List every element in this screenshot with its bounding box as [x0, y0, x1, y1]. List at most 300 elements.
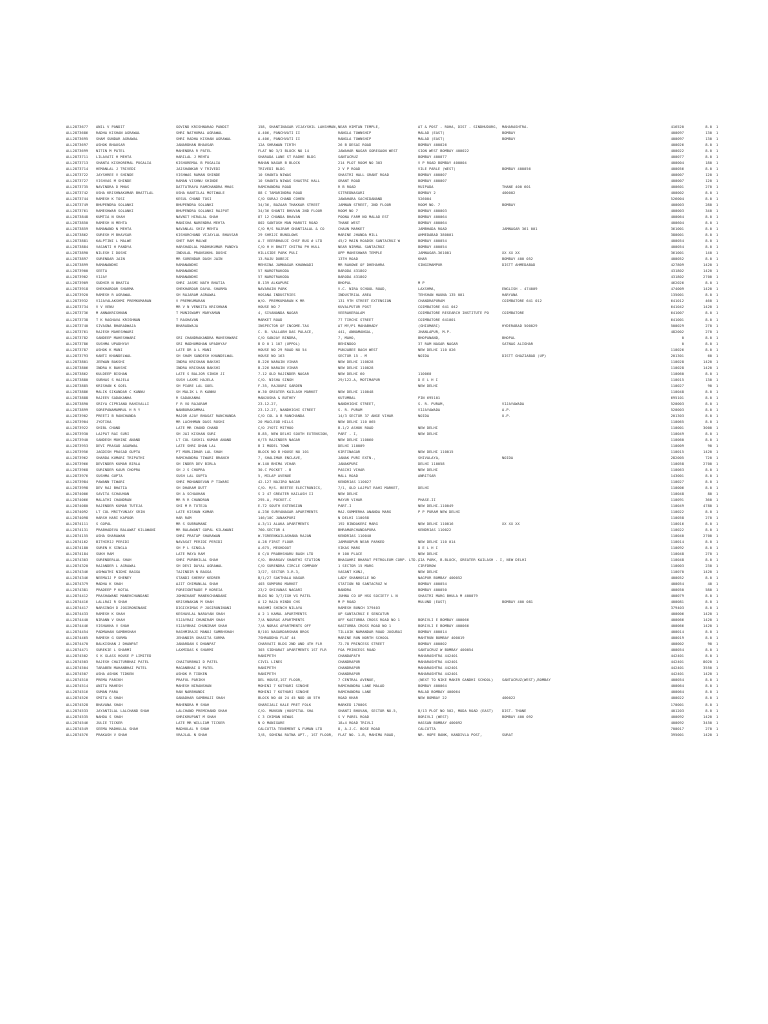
holder-name: ASHWATHI NIDHI BAGGA [96, 570, 141, 575]
amount: 8.0 [705, 684, 712, 689]
address-line-3: AT & POST - ROHA, DIST - SINDHUDURG, [418, 125, 498, 129]
pin-code: 400022 [670, 149, 684, 154]
flag: 1 [716, 173, 719, 178]
address-line-1: A-28 FIRST FLOOR [258, 540, 294, 545]
address-line-4: COIMBATORE 641 012 [502, 299, 542, 304]
address-line-1: DEL HOUSE,1ST FLOOR, [258, 678, 303, 683]
address-line-2: 29/122-A, MOTIMAPUR [338, 377, 381, 382]
address-line-2: FLAT NO. 1-B, MAHIMA ROAD, [338, 732, 396, 737]
address-line-3: BOMBAY 400014 [418, 630, 447, 635]
flag: 1 [716, 419, 719, 424]
amount: 90 [707, 443, 712, 448]
pin-code: 400064 [670, 215, 684, 220]
flag: 1 [716, 516, 719, 521]
amount: 1420 [703, 618, 712, 623]
father-name: SH INDER DEV BIRLA [176, 461, 216, 466]
holder-name: JULIE TICKER [96, 720, 123, 725]
father-name: LATE SHRI DHAN LAL [176, 443, 216, 448]
amount: 130 [705, 377, 712, 382]
address-line-1: 23/2 SHIVANAS NAGARI [258, 588, 303, 593]
amount: 180 [705, 161, 712, 166]
amount: 8.0 [705, 257, 712, 262]
address-line-4: DIST- THANE [502, 708, 527, 713]
folio-number: ALL2873749 [66, 203, 89, 208]
flag: 1 [716, 612, 719, 617]
flag: 1 [716, 522, 719, 527]
address-line-4: SURAT [502, 732, 514, 737]
address-line-4: MAHARASHTRA. [502, 125, 529, 129]
holder-name: T K RAGHAVA KRISHNAN [96, 317, 141, 322]
pin-code: 201301 [670, 353, 684, 358]
pin-code: 400052 [670, 257, 684, 262]
father-name: STANDI SHERRY KEDRER [176, 576, 221, 581]
holder-name: NEEMAIJ P SHENEY [96, 576, 132, 581]
address-line-1: 34/36, BAZAAR THAKKAR STREET [258, 203, 320, 208]
amount: 40 [707, 582, 712, 587]
folio-number: ALL2873904 [66, 419, 89, 424]
pin-code: 110028 [670, 359, 684, 364]
amount: 8.0 [705, 317, 712, 322]
address-line-2: 441, ANNAMANGAL, [338, 329, 374, 334]
pin-code: 400003 [670, 203, 684, 208]
address-line-1: 760-SECTOR 4 [258, 528, 285, 533]
address-line-1: 7/A NOURAS APARTMENTS [258, 618, 305, 623]
flag: 1 [716, 215, 719, 220]
flag: 1 [716, 485, 719, 490]
folio-number: ALL2874454 [66, 630, 89, 635]
folio-number: ALL2873848 [66, 215, 89, 220]
holder-name: JAYSHREE V SHINDE [96, 173, 134, 178]
address-line-1: 10 SHANTA NIWAS SHASTRI HALL [258, 179, 320, 184]
pin-code: 110027 [670, 479, 684, 484]
address-line-2: NEW DELHI 110028 [338, 359, 374, 364]
flag: 1 [716, 257, 719, 262]
amount: 3450 [703, 720, 712, 725]
amount: 8.0 [705, 221, 712, 226]
amount: 270 [705, 185, 712, 190]
address-line-3: NEW DELHI [418, 467, 438, 472]
flag: 1 [716, 143, 719, 148]
amount: 2700 [703, 534, 712, 539]
flag: 1 [716, 618, 719, 623]
pin-code: 110048 [670, 389, 684, 394]
folio-number: ALL2874507 [66, 672, 89, 677]
folio-number: ALL2873695 [66, 137, 89, 142]
pin-code: 431802 [670, 275, 684, 280]
flag: 1 [716, 389, 719, 394]
holder-name: ASHA SHARAWAN [96, 534, 125, 539]
pin-code: 400077 [670, 155, 684, 160]
flag: 1 [716, 407, 719, 412]
father-name: NANBORAKAMMAL [176, 407, 205, 412]
address-line-2: CHAUN MARKET [338, 227, 365, 232]
flag: 1 [716, 233, 719, 238]
father-name: RAMAN VISHNU SHINDE [176, 179, 219, 184]
father-name: LT COL SUSHIL KUMAR ANAND [176, 437, 232, 442]
holder-name: RAMANANDHI [96, 263, 119, 268]
father-name: MAHESH NIRANSHAN [176, 684, 212, 689]
holder-name: PRABHADEVA BALAWAT KILAWANI [96, 528, 156, 533]
flag: 1 [716, 510, 719, 514]
address-line-1: 20 MACLEOD HILLS [258, 419, 294, 424]
address-line-2: PUNJABEE BAGH WEST [338, 347, 378, 352]
address-line-2: S. R. PURAM [338, 407, 363, 412]
father-name: SHET RAM MALWE [176, 239, 207, 244]
address-line-2: 45/2 MAIN ROADSK SANTACRUZ W [338, 239, 400, 244]
holder-name: KRISHAN K GOEL [96, 383, 127, 388]
address-line-2: JANAKPURI [338, 461, 358, 466]
father-name: KISHORCHAND VIJAYLAL BHAVSAR [176, 233, 238, 238]
address-line-2: BHRAMARCHANDAPURA [338, 528, 376, 533]
father-name: GOVIND KRISHNARAO PANDIT [176, 125, 230, 129]
address-line-2: UP SANTACRUZ E SENCATUR [338, 612, 389, 617]
address-line-3: NEW DELHI 110 026 [418, 347, 456, 352]
flag: 1 [716, 624, 719, 629]
address-line-3: COIMBATORE RESEARCH INSTITUTE PO [418, 311, 489, 316]
father-name: MR R R CHANDRAN [176, 497, 210, 502]
folio-number: ALL2874549 [66, 726, 89, 731]
father-name: R SADAKANHA [176, 395, 201, 400]
holder-name: RAJANDER L AGRAWAL [96, 564, 136, 569]
holder-name: VIJAYALAKSHMI PREMKUMARAN [96, 299, 152, 304]
pin-code: 641001 [670, 317, 684, 322]
address-line-2: JAMRUDPUR NEAR PARKED [338, 540, 385, 545]
address-line-1: B-226 NARAIN VIHAR [258, 365, 298, 370]
flag: 1 [716, 491, 719, 496]
address-line-1: A-236 SURYANAGAR APARTMENTS [258, 510, 318, 514]
pin-code: 520003 [670, 401, 684, 406]
folio-number: ALL2873899 [66, 263, 89, 268]
flag: 1 [716, 654, 719, 659]
address-line-2: RAMCHANDRA LANE MALAD [338, 684, 385, 689]
address-line-3: KHAR [418, 257, 427, 262]
address-line-3: MAHARASHTRA 442401 [418, 666, 458, 671]
address-line-2: 14/3 SECTOR 37 ANGE VIHAR [338, 413, 394, 418]
address-line-2: BHOPAL [338, 281, 352, 286]
address-line-1: RASHMI SHINCH NILAYA [258, 606, 303, 611]
address-line-3: JAMNAGAR-361001 [418, 251, 452, 256]
address-line-3: NEW DELHI 110015 [418, 449, 454, 454]
folio-number: ALL2874006 [66, 491, 89, 496]
folio-number: ALL2874516 [66, 690, 89, 695]
flag: 1 [716, 437, 719, 442]
pin-code: 143001 [670, 473, 684, 478]
address-line-1: RANIPETH [258, 666, 276, 671]
address-line-3: NEW DELHI [418, 570, 438, 575]
holder-name: TARABEN MAHANBHAI PATEL [96, 666, 147, 671]
father-name: MAJOR AJAY BHAGAT RANCHANDA [176, 413, 236, 418]
flag: 1 [716, 425, 719, 430]
pin-code: 110027 [670, 383, 684, 388]
pin-code: 170001 [670, 702, 684, 707]
address-line-2: 131 9TH STREET EXTENSION [338, 299, 392, 304]
flag: 1 [716, 540, 719, 545]
address-line-3: NEW DELHI-110049 [418, 503, 454, 508]
pin-code: 282005 [670, 455, 684, 460]
folio-number: ALL2873909 [66, 281, 89, 286]
folio-number: ALL2874471 [66, 648, 89, 653]
holder-name: PADMAHAN SAMBHSHAH [96, 630, 136, 635]
address-line-1: 87 12 CHANDA BHAVAN [258, 215, 301, 220]
amount: 8.0 [705, 606, 712, 611]
pin-code: 400002 [670, 642, 684, 647]
amount: 8.0 [705, 546, 712, 551]
amount: 3000 [703, 425, 712, 430]
address-line-1: C/O SURENDRA CIRCLE COMPANY [258, 564, 318, 569]
amount: 360 [705, 497, 712, 502]
address-line-4: DISTT AHMEDABAD [502, 263, 536, 268]
father-name: KESUL CHAND TOSI [176, 197, 212, 202]
amount: 8.0 [705, 708, 712, 713]
folio-number: ALL2873976 [66, 473, 89, 478]
pin-code: 110001 [670, 425, 684, 430]
flag: 1 [716, 299, 719, 304]
flag: 1 [716, 353, 719, 358]
folio-number: ALL2873899 [66, 407, 89, 412]
holder-name: ASHOK K MANI [96, 347, 123, 352]
address-line-1: 5, MILAP AVENUE [258, 473, 292, 478]
address-line-2: OPP MAHESHWAR TEMPLE [338, 251, 383, 256]
amount: 8.0 [705, 594, 712, 599]
address-line-4: BOMBAY 400 092 [502, 714, 533, 719]
father-name: MR SURENDAR DASH JAIN [176, 257, 223, 262]
amount: 8.0 [705, 479, 712, 484]
address-line-1: MARKET ROAD [258, 317, 283, 322]
folio-number: ALL2873962 [66, 455, 89, 460]
address-line-1: A-7 VEERBHAUJI CHSF BUG # LTD [258, 239, 323, 244]
address-line-3: KENDRIAS 110022 [418, 528, 452, 533]
address-line-3: VIJAYAWADA [418, 407, 441, 412]
address-line-1: BLOCK NO B HOUSE NO 101 [258, 449, 309, 454]
father-name: SH DHARAM DUTT [176, 485, 207, 490]
father-name: PT MURLIDHAR LAL SHAH [176, 449, 223, 454]
folio-number: ALL2874528 [66, 702, 89, 707]
father-name: RAMANANDHI [176, 275, 199, 280]
pin-code: 400066 [670, 624, 684, 629]
pin-code: 641042 [670, 305, 684, 310]
flag: 1 [716, 335, 719, 340]
flag: 1 [716, 497, 719, 502]
amount: 1420 [703, 570, 712, 575]
amount: 460 [705, 299, 712, 304]
address-line-1: 158, SHANTINAGAR VIJAYSHIL LAKSHMAN, [258, 125, 338, 129]
amount: 8.0 [705, 522, 712, 527]
address-line-2: 18+4 ROAD TRIVLI [338, 720, 374, 725]
amount: 8.0 [705, 311, 712, 316]
amount: 1420 [703, 449, 712, 454]
folio-number: ALL2873734 [66, 305, 89, 310]
address-line-1: C/O. NISHA SINGH [258, 377, 294, 382]
pin-code: 400064 [670, 690, 684, 695]
pin-code: 110060 [670, 437, 684, 442]
address-line-3: NAGPUR BOMBAY 400052 [418, 576, 463, 581]
flag: 1 [716, 185, 719, 190]
address-line-3: D E L H I [418, 546, 438, 551]
address-line-2: JANAK PURI EXTN., [338, 455, 376, 460]
amount: 8.0 [705, 528, 712, 533]
address-line-3: PIN 695101 [418, 395, 441, 400]
flag: 1 [716, 371, 719, 376]
amount: 1420 [703, 287, 712, 292]
address-line-1: C/O JYOTI MITHOO [258, 425, 294, 430]
father-name: TAJINDIR N BAGGA [176, 570, 212, 575]
flag: 1 [716, 263, 719, 268]
folio-number: ALL2874503 [66, 660, 89, 665]
pin-code: 110022 [670, 528, 684, 533]
holder-name: MALIK SIKANDAR C KANNU [96, 389, 145, 394]
father-name: SH RAJARAM AGRAWAL [176, 293, 216, 298]
father-name: USHA KANTILAL MOTIWALE [176, 191, 225, 196]
address-line-2: CHANDRAPUR [338, 672, 361, 677]
holder-name: SUMAN PARA [96, 690, 119, 695]
holder-name: V V VENU [96, 305, 114, 310]
address-line-1: HOUSE NO 29 ROAD NO 54 [258, 347, 307, 352]
pin-code: 400006 [670, 612, 684, 617]
address-line-3: P P PURAM NEW DELHI [418, 510, 461, 514]
father-name: LATE MAYA RAM [176, 552, 205, 557]
address-line-4: COIMBATORE [502, 311, 525, 316]
holder-name: SURENDAR JAIN [96, 257, 125, 262]
address-line-1: TRIVEDI BLDG [258, 167, 285, 172]
holder-name: SURESH M BHAVSAR [96, 233, 132, 238]
father-name: SRI MADHUMOHAN UPADHYAY [176, 341, 227, 346]
pin-code: 401203 [670, 708, 684, 713]
folio-number: ALL2873744 [66, 197, 89, 202]
folio-number: ALL2874131 [66, 528, 89, 533]
flag: 1 [716, 329, 719, 334]
address-line-1: B-85, NEW DELHI SOUTH EXTENSION, [258, 431, 329, 436]
pin-code: 400054 [670, 582, 684, 587]
amount: 1420 [703, 305, 712, 310]
folio-number: ALL2873984 [66, 479, 89, 484]
amount: 8.0 [705, 407, 712, 412]
father-name: VIJAYRAI CHUNIRAM SHAH [176, 618, 225, 623]
pin-code: 400079 [670, 594, 684, 599]
address-line-1: BLDG NO 3/7/IGH VG PATEL [258, 594, 312, 599]
amount: 3550 [703, 666, 712, 671]
address-line-1: HOSANA INDUSTRIES [258, 293, 296, 298]
holder-name: SUSHMA UPADHYAY [96, 341, 130, 346]
folio-number: ALL2874180 [66, 546, 89, 551]
address-line-2: V.C. NIRA SCHOOL ROAD, [338, 287, 387, 292]
address-line-2: SHANTI BHUVAN, SECTOR NO.5, [338, 708, 398, 713]
folio-number: ALL2874535 [66, 714, 89, 719]
pin-code: 110049 [670, 503, 684, 508]
flag: 1 [716, 714, 719, 719]
address-line-3: BOMBAY 400077 [418, 155, 447, 160]
pin-code: 400097 [670, 137, 684, 142]
flag: 1 [716, 546, 719, 551]
address-line-3: MAHARASHTRA 442401 [418, 654, 458, 659]
flag: 1 [716, 467, 719, 472]
pin-code: 641012 [670, 299, 684, 304]
amount: 270 [705, 552, 712, 557]
address-line-1: B/1/27 SAKTHALA NAGAR [258, 576, 305, 581]
folio-number: ALL2873881 [66, 239, 89, 244]
father-name: SH DEVI DAYAL AGRAWAL [176, 564, 223, 569]
address-line-3: BORIVLI E BOMBAY 400066 [418, 624, 469, 629]
flag: 1 [716, 600, 719, 605]
address-line-2: JUHNA CO OP HSG SOCIETY L N [338, 594, 398, 599]
amount: 270 [705, 516, 712, 521]
address-line-3: BORIVLI (WEST) [418, 714, 449, 719]
holder-name: KULDEEP BISHAN [96, 371, 127, 376]
address-line-2: MR RAKOWE OF DHEHAHRA [338, 263, 385, 268]
amount: 90 [707, 642, 712, 647]
flag: 1 [716, 251, 719, 256]
address-line-2: VEERAKERALAM [338, 311, 365, 316]
holder-name: SHEKHARDAR SHARMA [96, 287, 134, 292]
folio-number: ALL2873922 [66, 425, 89, 430]
amount: 8.0 [705, 371, 712, 376]
amount: 8.0 [705, 696, 712, 701]
amount: 580 [705, 588, 712, 593]
pin-code: 110026 [670, 347, 684, 352]
pin-code: 201303 [670, 413, 684, 418]
pin-code: 400092 [670, 720, 684, 725]
folio-number: ALL2873953 [66, 443, 89, 448]
folio-number: ALL2874510 [66, 678, 89, 683]
address-line-3: CHANDRAPURAM [418, 299, 445, 304]
holder-name: RAMESH R AGRAWAL [96, 293, 132, 298]
flag: 1 [716, 161, 719, 166]
flag: 1 [716, 365, 719, 370]
folio-number: ALL2874303 [66, 558, 89, 563]
holder-name: RAJESH MAHESHWARI [96, 329, 134, 334]
address-line-3: NEW DELHI [418, 425, 438, 430]
folio-number: ALL2874470 [66, 642, 89, 647]
address-line-4: JAMNAGAR 361 001 [502, 227, 538, 232]
address-line-3: JAMBHADA ROAD [418, 227, 447, 232]
pin-code: 474009 [670, 287, 684, 292]
address-line-4: XX XX XX [502, 251, 520, 256]
holder-name: BALKISHAN J DHANPAT [96, 642, 139, 647]
pin-code: 482002 [670, 329, 684, 334]
address-line-1: 10 SHANTA NIWAS [258, 173, 292, 178]
address-line-1: C/O. MUNSUN (HOSPITAL SHA [258, 708, 314, 713]
address-line-2: MALL ROAD [338, 473, 358, 478]
address-line-3: BOMBAY 400054 [418, 582, 447, 587]
flag: 1 [716, 269, 719, 274]
address-line-1: CALCUTTA TENEMENT & FUMAN LTD [258, 726, 323, 731]
father-name: RAMANANDHI [176, 263, 199, 268]
address-line-2: MAJ.SUMMERHA ANANDA MARG [338, 510, 392, 514]
address-line-3: BORIVLI E BOMBAY 400066 [418, 618, 469, 623]
address-line-2: VASANT KUNJ, [338, 570, 365, 575]
address-line-2: NEW DELHI 110048 [338, 389, 374, 394]
flag: 1 [716, 377, 719, 382]
holder-name: JYOTIKA [96, 419, 112, 424]
amount: 90 [707, 383, 712, 388]
father-name: JANARDHAN BHAUSAR [176, 143, 214, 148]
address-line-3: B/13 PLOT NO 502, MODA ROAD (EAST) [418, 708, 494, 713]
father-name: INDRA KRISHAN BAKSHI [176, 365, 221, 370]
address-line-2: TILLOIK NAMANDAR ROAD JUGUBAI [338, 630, 403, 635]
father-name: SHRI JASMI NATH BHATIA [176, 281, 225, 286]
amount: 130 [705, 137, 712, 142]
address-line-4: HYDERABAD 500029 [502, 323, 538, 328]
folio-number: ALL2874346 [66, 576, 89, 581]
flag: 1 [716, 461, 719, 466]
father-name: HAR RAM [176, 516, 192, 521]
address-line-1: B D 0 1 107 (UPPOL) [258, 341, 301, 346]
pin-code: 416520 [670, 125, 684, 129]
father-name: SHRIKRUPANT M SHAH [176, 714, 216, 719]
address-line-3: (NEXT TO NIKE MAKER GANDHI SCHOOL) [418, 678, 494, 683]
address-line-2: BARODA 431802 [338, 275, 367, 280]
amount: 8.0 [705, 431, 712, 436]
address-line-3: GIA PARK, B-BLOCK, GREATER KAILASH - I, NEW DELHI [418, 558, 527, 563]
